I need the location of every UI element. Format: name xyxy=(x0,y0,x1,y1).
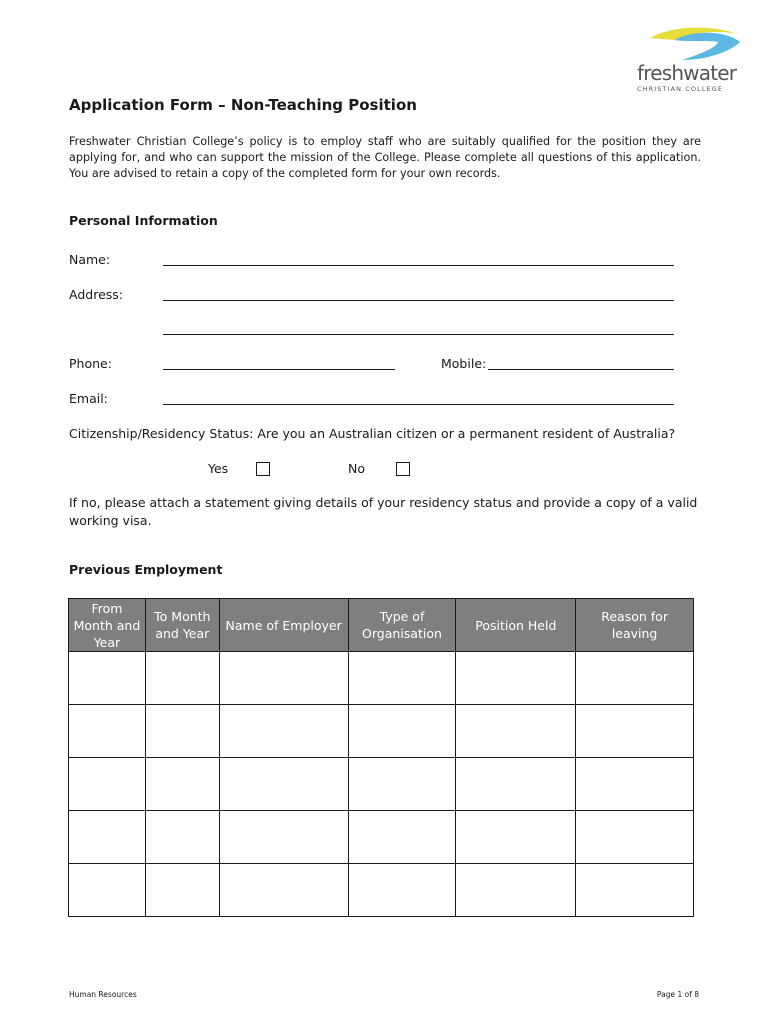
address-field-line-1[interactable] xyxy=(163,300,674,301)
col-header-reason: Reason for leaving xyxy=(576,599,694,652)
yes-checkbox[interactable] xyxy=(256,462,270,476)
table-cell[interactable] xyxy=(219,758,348,811)
table-row xyxy=(69,758,694,811)
table-cell[interactable] xyxy=(576,758,694,811)
table-cell[interactable] xyxy=(576,652,694,705)
logo-wordmark: freshwater xyxy=(637,61,737,85)
table-cell[interactable] xyxy=(456,811,576,864)
personal-info-heading: Personal Information xyxy=(69,213,218,228)
table-cell[interactable] xyxy=(576,705,694,758)
table-cell[interactable] xyxy=(219,811,348,864)
address-label: Address: xyxy=(69,287,123,302)
table-row xyxy=(69,652,694,705)
footer-left: Human Resources xyxy=(69,990,137,999)
table-cell[interactable] xyxy=(145,652,219,705)
table-cell[interactable] xyxy=(145,811,219,864)
table-cell[interactable] xyxy=(348,705,456,758)
table-cell[interactable] xyxy=(145,864,219,917)
wave-logo-icon xyxy=(630,26,742,66)
mobile-field[interactable] xyxy=(488,369,674,370)
table-cell[interactable] xyxy=(219,652,348,705)
name-field[interactable] xyxy=(163,265,674,266)
col-header-employer: Name of Employer xyxy=(219,599,348,652)
employment-table xyxy=(68,598,694,917)
table-row xyxy=(69,864,694,917)
residency-note: If no, please attach a statement giving details of your residency status and provide a copy of a valid working visa. xyxy=(69,495,698,528)
table-cell[interactable] xyxy=(219,705,348,758)
table-cell[interactable] xyxy=(69,864,146,917)
table-cell[interactable] xyxy=(576,811,694,864)
col-header-to: To Month and Year xyxy=(145,599,219,652)
college-logo xyxy=(630,26,742,96)
table-cell[interactable] xyxy=(348,864,456,917)
table-cell[interactable] xyxy=(456,652,576,705)
col-header-from: From Month and Year xyxy=(69,599,146,652)
table-cell[interactable] xyxy=(219,864,348,917)
table-row xyxy=(69,811,694,864)
col-header-position: Position Held xyxy=(456,599,576,652)
col-header-organisation-type: Type of Organisation xyxy=(348,599,456,652)
table-cell[interactable] xyxy=(456,758,576,811)
no-checkbox[interactable] xyxy=(396,462,410,476)
table-cell[interactable] xyxy=(69,705,146,758)
intro-paragraph: Freshwater Christian College’s policy is to employ staff who are suitably qualified for the position they are applying for, and who can support the mission of the College. Please complete all questions of this application. You are advised to retain a copy of the completed form for your own records. xyxy=(69,135,701,180)
table-cell[interactable] xyxy=(456,705,576,758)
citizenship-question: Citizenship/Residency Status: Are you an Australian citizen or a permanent resident of Australia? xyxy=(69,426,676,441)
logo-subtitle: CHRISTIAN COLLEGE xyxy=(637,85,724,93)
email-label: Email: xyxy=(69,391,108,406)
mobile-label: Mobile: xyxy=(441,356,487,371)
name-label: Name: xyxy=(69,252,111,267)
no-label: No xyxy=(348,461,365,476)
table-cell[interactable] xyxy=(576,864,694,917)
table-cell[interactable] xyxy=(348,758,456,811)
footer-page-number: Page 1 of 8 xyxy=(656,990,699,999)
table-cell[interactable] xyxy=(69,811,146,864)
table-cell[interactable] xyxy=(348,811,456,864)
phone-field[interactable] xyxy=(163,369,395,370)
table-cell[interactable] xyxy=(145,758,219,811)
table-cell[interactable] xyxy=(69,652,146,705)
table-cell[interactable] xyxy=(69,758,146,811)
table-cell[interactable] xyxy=(145,705,219,758)
employment-heading: Previous Employment xyxy=(69,562,223,577)
email-field[interactable] xyxy=(163,404,674,405)
table-header-row xyxy=(69,599,694,652)
yes-label: Yes xyxy=(208,461,229,476)
table-row xyxy=(69,705,694,758)
page-title: Application Form – Non-Teaching Position xyxy=(69,96,417,114)
table-cell[interactable] xyxy=(348,652,456,705)
address-field-line-2[interactable] xyxy=(163,334,674,335)
table-cell[interactable] xyxy=(456,864,576,917)
phone-label: Phone: xyxy=(69,356,112,371)
